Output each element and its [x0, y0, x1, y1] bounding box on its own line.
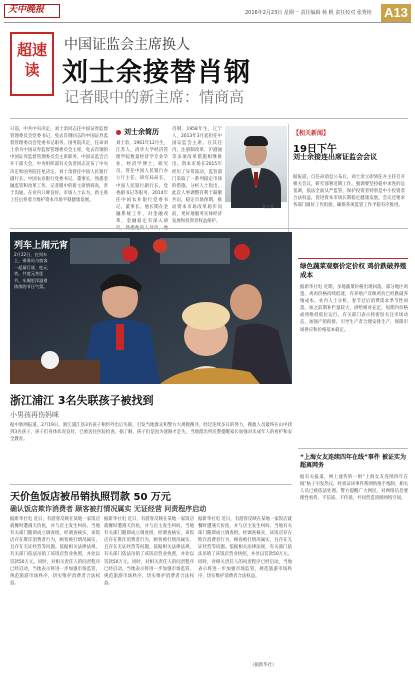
related-news-text: 据报道，自任命消息公布后，刘士余立即到任并主持召开相关会议，研究部署近期工作，强调要坚持稳中求进的总基调，依法全面从严监管，保护投资者特别是中小投资者合法权益，促进资本市场长期稳定健康发展。会议还要求各部门做好工作衔接，确保各项监管工作平稳有序推进。 — [293, 175, 405, 209]
newspaper-logo: 天中晚报 — [8, 5, 45, 15]
right-story-title: 绿色蔬菜观察价定价权 鸡价跌破养殖成本 — [300, 262, 407, 279]
article-column-3: 肖钢，1958年生，辽宁人，2013年3月起担任中国证监会主席。在其任内，注册制改革、沪港通等多项改革措施相继推出。资本市场在2015年经历了异常波动，监管部门采取了一系列稳定市场的措施。分析人士指出，此次人事调整有利于凝聚共识，稳定市场预期，推动资本市场改革稳步向前，更好地服务实体经济发展和投资者权益保护。 — [172, 127, 222, 225]
story-credit: （据新华社） — [250, 663, 277, 668]
headline-kicker: 中国证监会主席换人 — [64, 37, 190, 53]
photo-story-image — [10, 232, 292, 384]
issue-meta: 2016年2月23日 星期一 责任编辑 杨 帆 责任校对 张秀艳 — [245, 10, 372, 16]
article-column-2: 刘士余，1961年12月生，江苏人，清华大学经济管理学院数量经济学专业毕业，经济学博士，研究员。曾任中国人民银行办公厅主任、研究局局长，中国人民银行副行长、党委副书记等职务。2014年任中国农业银行党委书记、董事长。他长期在金融系统工作，对金融改革、金融稳定有深入研 — [116, 141, 168, 225]
pujiang-story-byline: 小男孩再伤妈咪 — [10, 411, 59, 419]
masthead — [0, 0, 415, 36]
restaurant-story-text-col2: 据新华社电 近日，有游客反映在某地一家饭店就餐时遭遇天价鱼，并与店主发生纠纷。当地有关部门随即成立调查组，经调查核实，该饭店存在欺诈消费者行为，顾客被打情况属实，且存在无证经营等问题。依据相关法律法规，有关部门依法吊销了该饭店营业执照，并处以罚款50万元。同时，对相关责任人的问责程序已经启动，当地表示将进一步加强市场监管，规范旅游市场秩序，切实维护消费者合法权益。 — [104, 517, 194, 586]
pujiang-story-title: 浙江浦江 3名失联孩子被找到 — [10, 394, 154, 407]
section-rule-1 — [10, 228, 408, 229]
profile-label: 刘士余简历 — [124, 128, 159, 136]
speed-read-label: 超速读 — [16, 41, 47, 79]
right-story-2-text: 据有关报道，网上流传的一则“上海女友连续四年在线”帖子引发热议，经查证该事件系网络推手炮制，相关人员已被依法处理。警方提醒广大网民，对网络信息要理性看待，不信谣、不传谣，共同营造清朗网络空间。 — [300, 475, 408, 502]
portrait-hair — [244, 136, 268, 146]
main-headline: 刘士余接替肖钢 — [62, 58, 252, 88]
related-news-title: 刘士余接连出席证监会会议 — [293, 153, 377, 161]
train-scene-illustration — [10, 232, 292, 384]
restaurant-story-text-col3: 据新华社电 近日，有游客反映在某地一家饭店就餐时遭遇天价鱼，并与店主发生纠纷。当地有关部门随即成立调查组，经调查核实，该饭店存在欺诈消费者行为，顾客被打情况属实，且存在无证经营等问题。依据相关法律法规，有关部门依法吊销了该饭店营业执照，并处以罚款50万元。同时，对相关责任人的问责程序已经启动，当地表示将进一步加强市场监管，规范旅游市场秩序，切实维护消费者合法权益。 — [198, 517, 292, 579]
photo-story-caption: 2月22日，在列车上，乘务员与旅客一起猜灯谜、吃元宵，共度元宵佳节，车厢里洋溢着浓浓的节日气氛。 — [14, 252, 48, 290]
portrait-tie — [254, 172, 258, 186]
right-story-text: 据新华社电 近期，多地蔬菜价格出现回落，部分地区鸡蛋、鸡肉价格持续低迷，有养殖户反映鸡价已经跌破养殖成本。业内人士分析，春节过后消费需求季节性回落，加之前期补栏量较大，供给相对充足，短期内价格或将维持低位运行。有关部门表示将密切关注市场动态，加强产销衔接，引导生产者合理安排生产，保障市场供应和价格基本稳定。 — [300, 285, 408, 333]
portrait-photo — [225, 126, 287, 202]
headline-rule — [10, 118, 408, 119]
pujiang-story-text: 据中新网报道，2月19日，浙江浦江县3名孩子相约外出后失联，引发当地群众和警方大规模搜寻。经过连续多日的努力，搜救人员最终在山中找到3名孩子，孩子们身体状况良好，已被送往医院检查。据了解，孩子们是因为迷路才走失，当地派出所民警提醒家长加强对未成年人的看护和安全教育。 — [10, 423, 292, 443]
section-rule-2 — [10, 484, 292, 485]
restaurant-story-text: 据新华社电 近日，有游客反映在某地一家饭店就餐时遭遇天价鱼，并与店主发生纠纷。当地有关部门随即成立调查组，经调查核实，该饭店存在欺诈消费者行为，顾客被打情况属实，且存在无证经营等问题。依据相关法律法规，有关部门依法吊销了该饭店营业执照，并处以罚款50万元。同时，对相关责任人的问责程序已经启动，当地表示将进一步加强市场监管，规范旅游市场秩序，切实维护消费者合法权益。 — [10, 517, 100, 586]
right-box-rule — [298, 258, 408, 259]
headline-subtitle: 记者眼中的新主席：情商高 — [64, 88, 245, 106]
article-lede: 日前，中共中央决定，刘士余同志任中国证券监督管理委员会党委书记，免去肖钢同志的中国证券监督管理委员会党委书记职务。国务院决定，任命刘士余为中国证券监督管理委员会主席，免去肖钢的中国证券监督管理委员会主席职务。中国证监会召开干部大会，中央组织部有关负责同志宣布了中央决定和国务院任免决定。刘士余曾任中国人民银行副行长、中国农业银行党委书记、董事长，熟悉金融监管和改革工作。记者眼中的新主席情商高，善于沟通，在业内口碑良好。市场人士认为，新主席上任后将着力维护资本市场平稳健康发展。 — [10, 127, 108, 203]
right-story-2-title: “上海女友连续四年在线”事件 被证实为超离网务 — [300, 454, 406, 469]
right-divider — [298, 448, 408, 449]
restaurant-story-subtitle: 确认饭店欺诈消费者 顾客被打情况属实 无证经营 问责程序启动 — [10, 505, 207, 513]
portrait-credit: 刘士余 — [262, 204, 274, 209]
restaurant-story-title: 天价鱼饭店被吊销执照罚款 50 万元 — [10, 492, 171, 503]
photo-story-title: 列车上闹元宵 — [14, 241, 69, 251]
masthead-rule — [4, 22, 411, 23]
related-news-tag: 【相关新闻】 — [293, 130, 330, 137]
bullet-icon — [116, 130, 121, 135]
related-news-date: 19日下午 — [293, 144, 337, 155]
page-number-badge: A13 — [381, 4, 411, 22]
